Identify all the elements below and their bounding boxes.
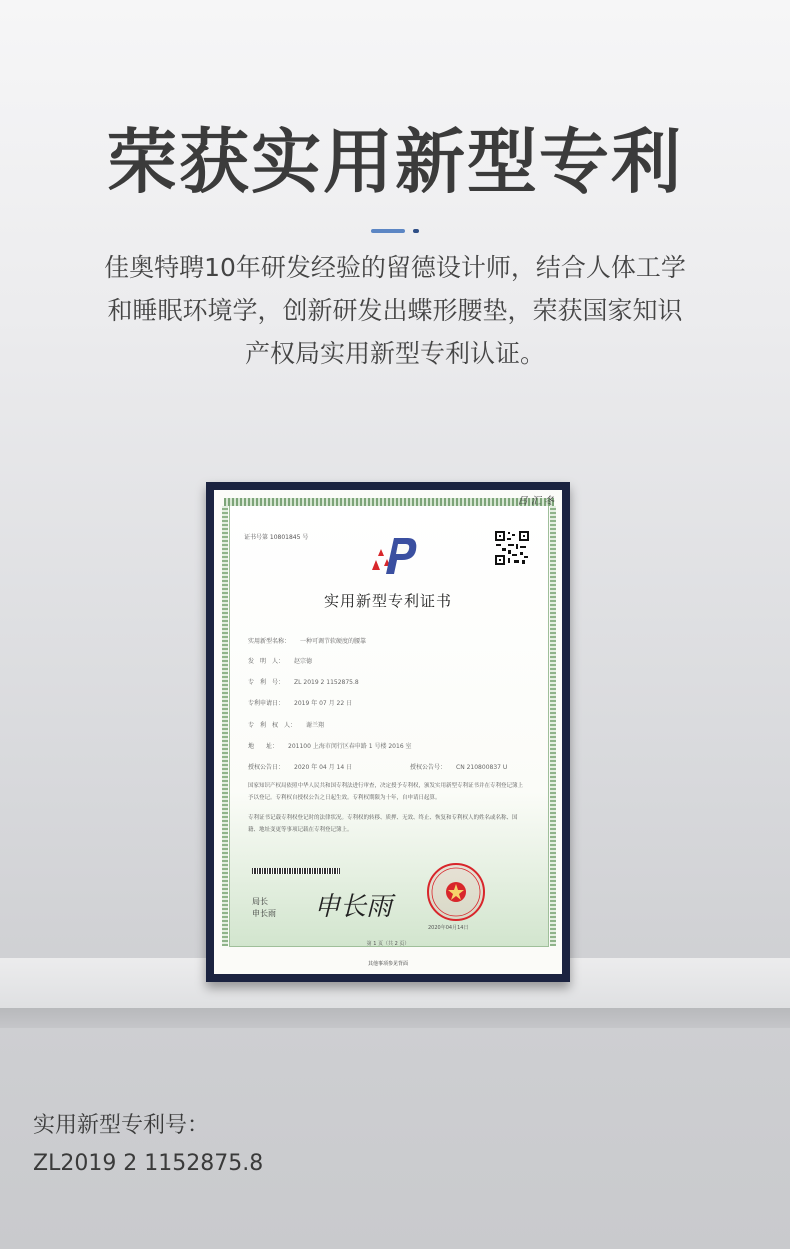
field-grant-date: 授权公告日： 2020 年 04 月 14 日	[248, 764, 353, 771]
certificate-footer-note: 其他事项参见背面	[367, 961, 408, 967]
certificate-body-paragraph: 国家知识产权局依照中华人民共和国专利法进行审查，决定授予专利权，颁发实用新型专利证书并在专利登记簿上予以登记。专利权自授权公告之日起生效。专利权期限为十年，自申请日起算。	[248, 783, 524, 801]
director-signature: 申长雨	[314, 892, 393, 922]
certificate-paper	[214, 490, 562, 974]
certificate-frame	[206, 482, 570, 982]
border-pattern-right	[550, 506, 556, 946]
border-pattern-left	[222, 506, 228, 946]
field-inventor: 发 明 人： 赵宗德	[248, 658, 313, 665]
description	[60, 246, 730, 375]
divider-short-bar	[413, 229, 419, 233]
qr-code-icon	[494, 530, 530, 566]
certificate-number: 证书号第 10801845 号	[244, 534, 309, 541]
display-shelf-front	[0, 1008, 790, 1028]
official-seal-icon	[426, 862, 486, 922]
description-line: 佳奥特聘10年研发经验的留德设计师，结合人体工学	[104, 253, 686, 282]
patent-office-logo-icon	[364, 534, 418, 576]
director-labels: 局长 申长雨	[252, 897, 276, 918]
field-address: 地 址： 201100 上海市闵行区春申路 1 号楼 2016 室	[248, 743, 412, 750]
field-application-date: 专利申请日： 2019 年 07 月 22 日	[248, 700, 353, 707]
field-grant-number: 授权公告号： CN 210800837 U	[410, 764, 508, 771]
description-line: 产权局实用新型专利认证。	[244, 339, 545, 368]
corner-signature: 吕 汇 冬	[517, 496, 554, 507]
description-line: 和睡眠环境学，创新研发出蝶形腰垫，荣获国家知识	[107, 296, 683, 325]
field-patent-number: 专 利 号： ZL 2019 2 1152875.8	[248, 679, 359, 686]
page-title: 荣获实用新型专利	[107, 121, 683, 203]
page-number: 第 1 页（共 2 页）	[366, 941, 410, 947]
border-pattern-top	[224, 498, 554, 506]
barcode	[252, 868, 340, 874]
patent-number-value: ZL2019 2 1152875.8	[33, 1151, 264, 1176]
divider-long-bar	[371, 229, 405, 233]
field-utility-model-name: 实用新型名称： 一种可调节软硬度的腰靠	[248, 638, 367, 645]
certificate-title: 实用新型专利证书	[323, 592, 452, 610]
field-patentee: 专 利 权 人： 谢兰翔	[248, 722, 325, 729]
seal-date: 2020年04月14日	[428, 925, 469, 931]
patent-number-label: 实用新型专利号：	[33, 1113, 210, 1138]
certificate-body-paragraph: 专利证书记载专利权登记时的法律状况。专利权的转移、质押、无效、终止、恢复和专利权人的姓名或名称、国籍、地址变更等事项记载在专利登记簿上。	[248, 815, 518, 833]
